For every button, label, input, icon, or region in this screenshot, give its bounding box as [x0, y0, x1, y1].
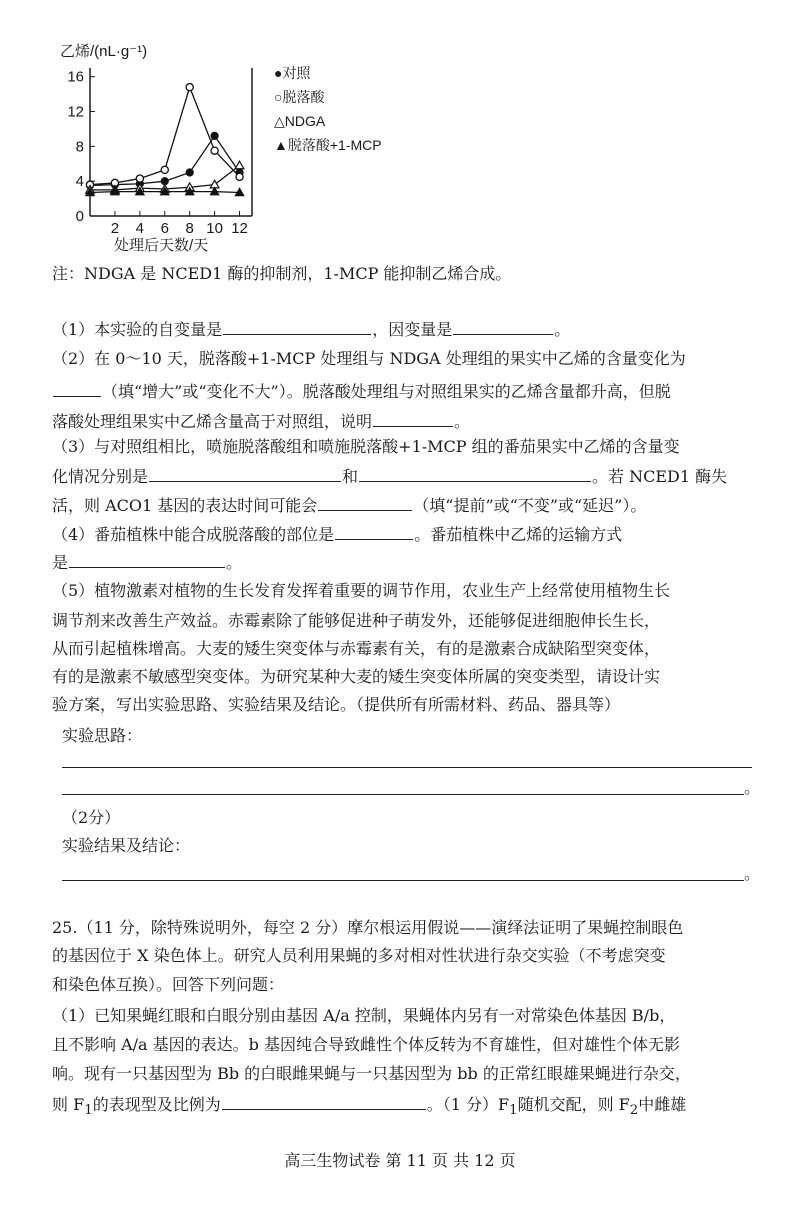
y-tick-label: 0: [75, 208, 84, 225]
q5-idea-label: 实验思路：: [62, 726, 143, 745]
q5-line-4: 有的是激素不敏感型突变体。为研究某种大麦的矮生突变体所属的突变类型，请设计实: [52, 667, 661, 686]
q2-line-1: （2）在 0～10 天，脱落酸+1-MCP 处理组与 NDGA 处理组的果实中乙烯的含量变化为: [52, 349, 686, 368]
marker-open-triangle: [235, 161, 244, 169]
chart-xlabel: 处理后天数/天: [114, 237, 209, 254]
y-tick-label: 12: [67, 103, 84, 121]
chart-series: [86, 84, 244, 196]
q3-line-1: （3）与对照组相比，喷施脱落酸组和喷施脱落酸+1-MCP 组的番茄果实中乙烯的含量变: [52, 437, 680, 456]
q25-text-7c: 。（1 分）F: [426, 1095, 510, 1114]
q5-line-5: 验方案，写出实验思路、实验结果及结论。（提供所有所需材料、药品、器具等）: [52, 695, 621, 714]
legend-entry: ●对照: [274, 65, 311, 81]
marker-open-circle: [161, 166, 168, 173]
y-tick-label: 4: [75, 173, 84, 191]
marker-open-circle: [136, 175, 143, 182]
q25-line-3: 和染色体互换）。回答下列问题：: [52, 975, 285, 994]
q4-blank-2[interactable]: [69, 551, 225, 568]
q5-idea-period: 。: [744, 778, 761, 797]
marker-filled-circle: [186, 169, 193, 176]
ethylene-chart: [52, 38, 412, 258]
legend-entry: ○脱落酸: [274, 89, 325, 105]
q3-line-2: [52, 465, 727, 487]
q25-text-7e: 中雌雄: [638, 1095, 687, 1114]
legend-entry: △NDGA: [274, 113, 326, 129]
q25-line-5: 且不影响 A/a 基因的表达。b 基因纯合导致雌性个体反转为不育雄性，但对雄性个体无影: [52, 1035, 680, 1054]
q25-sub-3: 2: [629, 1103, 639, 1119]
q25-sub-2: 1: [509, 1103, 518, 1119]
q5-idea-line-1[interactable]: [62, 767, 752, 768]
x-tick-label: 2: [110, 220, 120, 237]
q1-text-b: ，因变量是: [372, 320, 453, 339]
q4-text-1b: 。番茄植株中乙烯的运输方式: [414, 525, 623, 544]
q4-text-2b: 。: [226, 553, 243, 572]
q5-line-2: 调节剂来改善生产效益。赤霉素除了能够促进种子萌发外，还能够促进细胞伸长生长，: [52, 611, 661, 630]
series-脱落酸+1-MCP: [86, 187, 244, 195]
series-脱落酸: [86, 84, 243, 189]
x-tick-label: 6: [160, 220, 169, 237]
q2-text-2: （填“增大”或“变化不大”）。脱落酸处理组与对照组果实的乙烯含量都升高，但脱: [102, 382, 671, 401]
q5-line-1: （5）植物激素对植物的生长发育发挥着重要的调节作用，农业生产上经常使用植物生长: [52, 581, 671, 600]
page-footer: 高三生物试卷 第 11 页 共 12 页: [284, 1151, 516, 1170]
q4-line-1: [52, 523, 622, 545]
q1-blank-1[interactable]: [223, 318, 371, 335]
question-1: [52, 318, 570, 340]
q25-line-1: 25.（11 分，除特殊说明外，每空 2 分）摩尔根运用假说——演绎法证明了果蝇控制眼色: [52, 918, 684, 937]
q4-text-1a: （4）番茄植株中能合成脱落酸的部位是: [52, 525, 335, 544]
q1-text-a: （1）本实验的自变量是: [52, 320, 223, 339]
q25-line-6: 响。现有一只基因型为 Bb 的白眼雌果蝇与一只基因型为 bb 的正常红眼雄果蝇进行杂交，: [52, 1064, 691, 1083]
chart-axes: [67, 68, 252, 237]
y-tick-label: 8: [75, 138, 84, 156]
marker-open-circle: [186, 84, 193, 91]
q25-line-2: 的基因位于 X 染色体上。研究人员利用果蝇的多对相对性状进行杂交实验（不考虑突变: [52, 946, 666, 965]
q1-blank-2[interactable]: [453, 318, 553, 335]
marker-filled-circle: [211, 132, 218, 139]
q1-text-c: 。: [554, 320, 571, 339]
x-tick-label: 4: [135, 220, 145, 237]
q25-blank-1[interactable]: [222, 1093, 426, 1110]
x-tick-label: 8: [185, 220, 194, 237]
q3-line-3: [52, 494, 646, 516]
q4-text-2a: 是: [52, 553, 69, 572]
q5-idea-line-2[interactable]: [62, 794, 744, 795]
q5-score: （2分）: [62, 808, 121, 827]
q4-blank-1[interactable]: [335, 523, 413, 540]
q3-text-2b: 和: [342, 467, 359, 486]
y-tick-label: 16: [67, 68, 84, 86]
q5-result-period: 。: [744, 864, 761, 883]
q25-sub-1: 1: [84, 1103, 93, 1119]
q25-text-7d: 随机交配，则 F: [517, 1095, 630, 1114]
q3-text-2c: 。若 NCED1 酶失: [592, 467, 728, 486]
chart-note: 注：NDGA 是 NCED1 酶的抑制剂，1-MCP 能抑制乙烯合成。: [52, 264, 512, 283]
chart-legend: [274, 65, 382, 153]
q25-line-4: （1）已知果蝇红眼和白眼分别由基因 A/a 控制，果蝇体内另有一对常染色体基因 B/b，: [52, 1006, 676, 1025]
chart-svg: [52, 38, 412, 258]
marker-open-circle: [236, 173, 243, 180]
chart-ylabel: 乙烯/(nL·g⁻¹): [60, 43, 148, 60]
q2-text-3a: 落酸处理组果实中乙烯含量高于对照组，说明: [52, 412, 373, 431]
q3-blank-1[interactable]: [149, 465, 341, 482]
x-tick-label: 10: [206, 220, 223, 237]
q3-text-3b: （填“提前”或“不变”或“延迟”）。: [413, 496, 647, 515]
q25-line-7: [52, 1093, 686, 1121]
q2-text-3b: 。: [454, 412, 471, 431]
x-tick-label: 12: [231, 220, 248, 237]
q2-line-3: [52, 410, 470, 432]
q4-line-2: [52, 551, 242, 573]
legend-entry: ▲脱落酸+1-MCP: [274, 137, 382, 153]
q3-blank-2[interactable]: [359, 465, 591, 482]
q3-blank-3[interactable]: [318, 494, 412, 511]
q2-line-2: [52, 380, 671, 402]
q3-text-3a: 活，则 ACO1 基因的表达时间可能会: [52, 496, 318, 515]
q5-result-label: 实验结果及结论：: [62, 836, 191, 855]
q2-blank-1[interactable]: [53, 380, 101, 397]
q5-result-line[interactable]: [62, 880, 744, 881]
q5-line-3: 从而引起植株增高。大麦的矮生突变体与赤霉素有关，有的是激素合成缺陷型突变体，: [52, 639, 661, 658]
marker-open-circle: [211, 147, 218, 154]
q2-blank-2[interactable]: [373, 410, 453, 427]
q3-text-2a: 化情况分别是: [52, 467, 149, 486]
q25-text-7b: 的表现型及比例为: [92, 1095, 221, 1114]
q25-text-7a: 则 F: [52, 1095, 85, 1114]
